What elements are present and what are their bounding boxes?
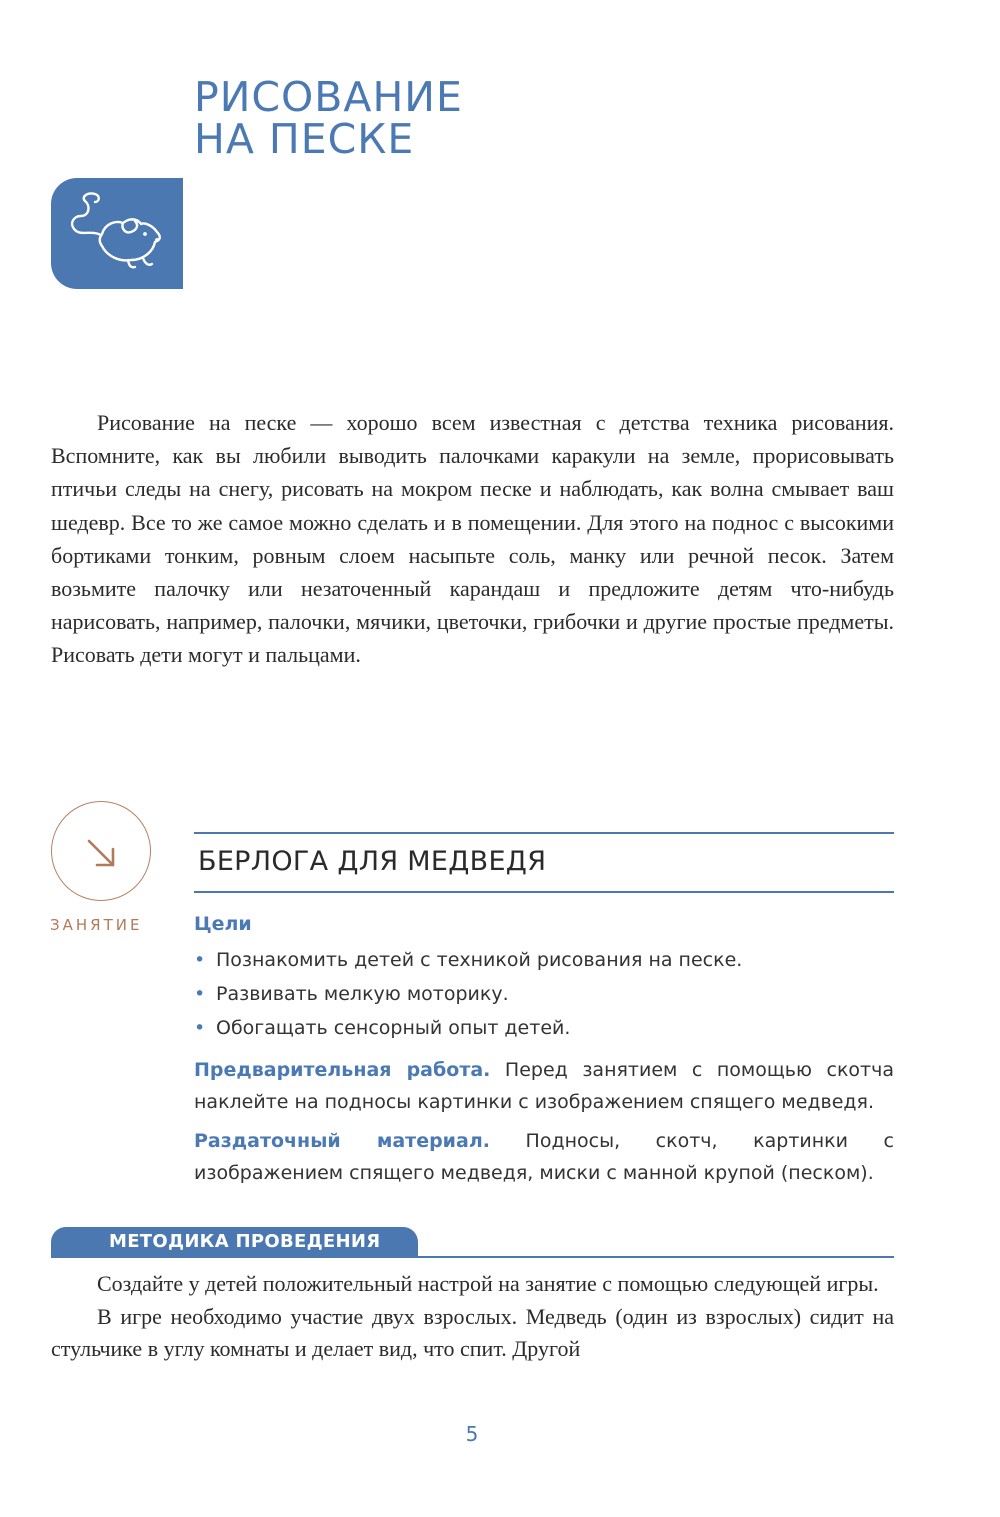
goals-list xyxy=(194,945,894,1047)
method-body xyxy=(51,1268,894,1366)
handout-text: Подносы, скотч, картинки с изображением спящего медведя, миски с манной крупой (песком). xyxy=(194,1130,894,1184)
lesson-title: БЕРЛОГА ДЛЯ МЕДВЕДЯ xyxy=(198,846,547,877)
goal-item: • Познакомить детей с техникой рисования на песке. xyxy=(194,945,894,979)
title-rule-bottom xyxy=(194,891,894,893)
preparation-paragraph xyxy=(194,1054,894,1118)
page-number: 5 xyxy=(465,1422,479,1446)
method-paragraph: Создайте у детей положительный настрой на занятие с помощью следующей игры. xyxy=(97,1271,879,1296)
chapter-badge xyxy=(51,178,183,289)
goals-heading: Цели xyxy=(194,913,252,935)
chapter-title xyxy=(194,73,694,163)
preparation-text: Перед занятием с помощью скотча наклейте на подносы картинки с изображением спящего медведя. xyxy=(194,1059,894,1113)
goal-item: • Обогащать сенсорный опыт детей. xyxy=(194,1013,894,1047)
lesson-badge xyxy=(51,801,151,901)
arrow-down-right-icon xyxy=(52,802,152,902)
mouse-icon xyxy=(51,178,183,289)
lesson-label: ЗАНЯТИЕ xyxy=(50,916,143,934)
method-header-bar xyxy=(51,1227,418,1256)
method-heading: МЕТОДИКА ПРОВЕДЕНИЯ xyxy=(109,1231,381,1252)
preparation-label: Предварительная работа. xyxy=(194,1059,491,1081)
handout-label: Раздаточный материал. xyxy=(194,1130,490,1152)
chapter-title-line-1: РИСОВАНИЕ xyxy=(194,73,463,121)
handout-paragraph xyxy=(194,1125,894,1189)
goal-item: • Развивать мелкую моторику. xyxy=(194,979,894,1013)
chapter-title-line-2: НА ПЕСКЕ xyxy=(194,115,415,163)
method-paragraph: В игре необходимо участие двух взрослых. Медведь (один из взрослых) сидит на стульчике в углу комнаты и делает вид, что спит. Другой xyxy=(51,1303,894,1362)
intro-paragraph: Рисование на песке — хорошо всем известная с детства техника рисования. Вспомните, как вы любили выводить палочками каракули на земле, прорисовывать птичьи следы на снегу, рисовать на мокром песке и наблюдать, как волна смывает ваш шедевр. Все то же самое можно сделать и в помещении. Для этого на поднос с высокими бортиками тонким, ровным слоем насыпьте соль, манку или речной песок. Затем возьмите палочку или незаточенный карандаш и предложите детям что-нибудь нарисовать, например, палочки, мячики, цветочки, грибочки и другие простые предметы. Рисовать дети могут и пальцами. xyxy=(51,410,894,668)
title-rule-top xyxy=(194,832,894,834)
method-rule xyxy=(51,1256,894,1258)
